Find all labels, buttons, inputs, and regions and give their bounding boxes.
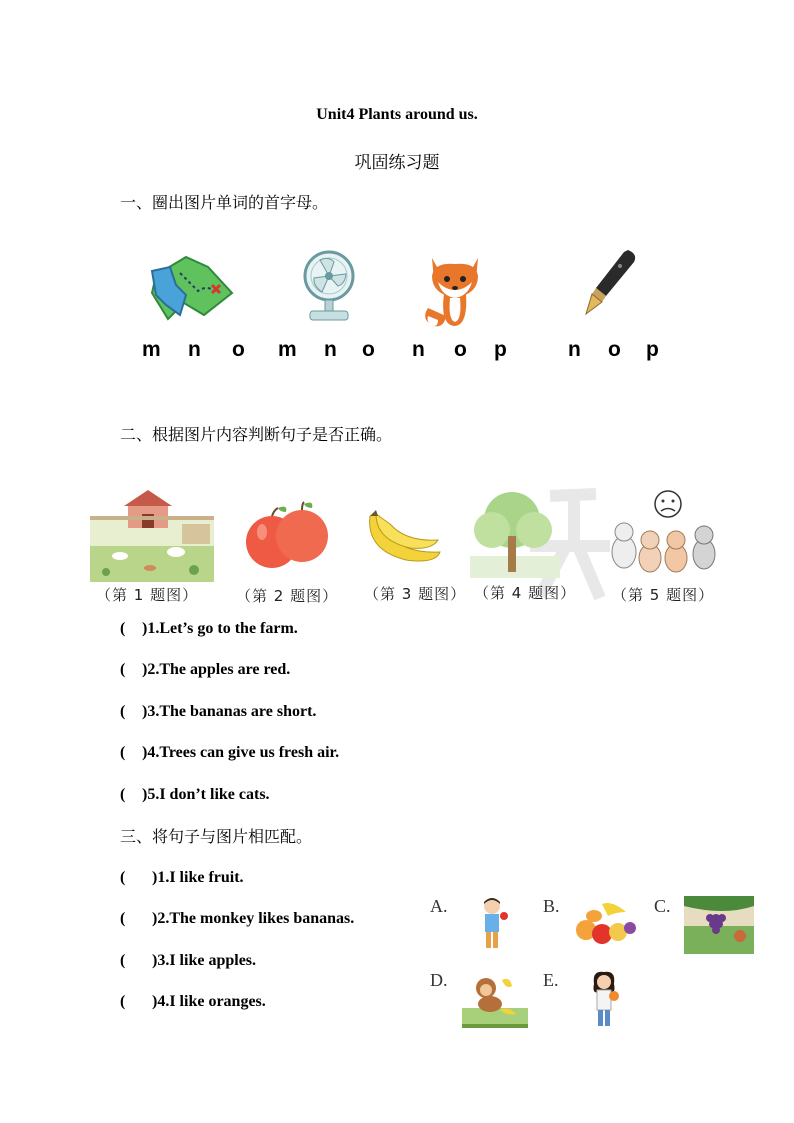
letter-option[interactable]: m	[142, 338, 161, 361]
match-question-3: ( )3.I like apples.	[120, 952, 257, 969]
map-icon	[146, 245, 236, 323]
letter-group-2	[278, 338, 375, 362]
caption-4: （第 4 题图）	[474, 584, 577, 602]
caption-5: （第 5 题图）	[612, 586, 715, 604]
girl-with-orange-icon	[588, 970, 622, 1030]
judge-question-1: ( )1.Let’s go to the farm.	[120, 620, 298, 637]
answer-blank[interactable]: )	[142, 703, 148, 720]
caption-1: （第 1 题图）	[96, 586, 199, 604]
answer-blank[interactable]: )	[152, 993, 158, 1010]
match-question-4: ( )4.I like oranges.	[120, 993, 266, 1010]
letter-group-1	[142, 338, 245, 362]
judge-question-5: ( )5.I don’t like cats.	[120, 786, 270, 803]
letter-option[interactable]: n	[324, 338, 337, 361]
caption-3: （第 3 题图）	[364, 585, 467, 603]
fruit-pile-icon	[572, 900, 638, 948]
caption-2: （第 2 题图）	[236, 587, 339, 605]
letter-option[interactable]: m	[278, 338, 297, 361]
letter-option[interactable]: o	[454, 338, 467, 361]
fox-icon	[420, 250, 490, 330]
boy-with-apple-icon	[478, 896, 508, 954]
section1-heading: 一、圈出图片单词的首字母。	[120, 193, 329, 212]
answer-blank[interactable]: )	[152, 869, 158, 886]
fan-icon	[300, 248, 358, 324]
bananas-icon	[366, 510, 442, 568]
letter-option[interactable]: p	[646, 338, 659, 361]
grapes-monkey-icon	[684, 896, 754, 954]
answer-blank[interactable]: )	[142, 786, 148, 803]
section3-heading: 三、将句子与图片相匹配。	[120, 827, 313, 846]
letter-option[interactable]: o	[362, 338, 375, 361]
answer-blank[interactable]: )	[142, 661, 148, 678]
page-subtitle: 巩固练习题	[354, 153, 440, 173]
judge-question-3: ( )3.The bananas are short.	[120, 703, 317, 720]
farm-icon	[90, 486, 214, 582]
answer-blank[interactable]: )	[142, 620, 148, 637]
option-label-e: E.	[543, 970, 559, 990]
match-question-1: ( )1.I like fruit.	[120, 869, 244, 886]
pen-icon	[584, 248, 640, 318]
option-label-d: D.	[430, 970, 448, 990]
page-title: Unit4 Plants around us.	[316, 106, 478, 123]
cats-icon	[608, 490, 728, 578]
judge-question-4: ( )4.Trees can give us fresh air.	[120, 744, 340, 761]
letter-option[interactable]: o	[232, 338, 245, 361]
letter-group-3	[412, 338, 507, 362]
letter-option[interactable]: o	[608, 338, 621, 361]
letter-option[interactable]: n	[568, 338, 581, 361]
letter-option[interactable]: n	[412, 338, 425, 361]
answer-blank[interactable]: )	[152, 952, 158, 969]
letter-option[interactable]: p	[494, 338, 507, 361]
judge-question-2: ( )2.The apples are red.	[120, 661, 291, 678]
letter-group-4	[568, 338, 659, 362]
answer-blank[interactable]: )	[152, 910, 158, 927]
section2-heading: 二、根据图片内容判断句子是否正确。	[120, 425, 393, 444]
match-question-2: ( )2.The monkey likes bananas.	[120, 910, 355, 927]
monkey-bananas-icon	[460, 972, 530, 1030]
option-label-b: B.	[543, 896, 560, 916]
option-label-c: C.	[654, 896, 671, 916]
letter-option[interactable]: n	[188, 338, 201, 361]
apples-icon	[242, 500, 332, 572]
answer-blank[interactable]: )	[142, 744, 148, 761]
option-label-a: A.	[430, 896, 448, 916]
